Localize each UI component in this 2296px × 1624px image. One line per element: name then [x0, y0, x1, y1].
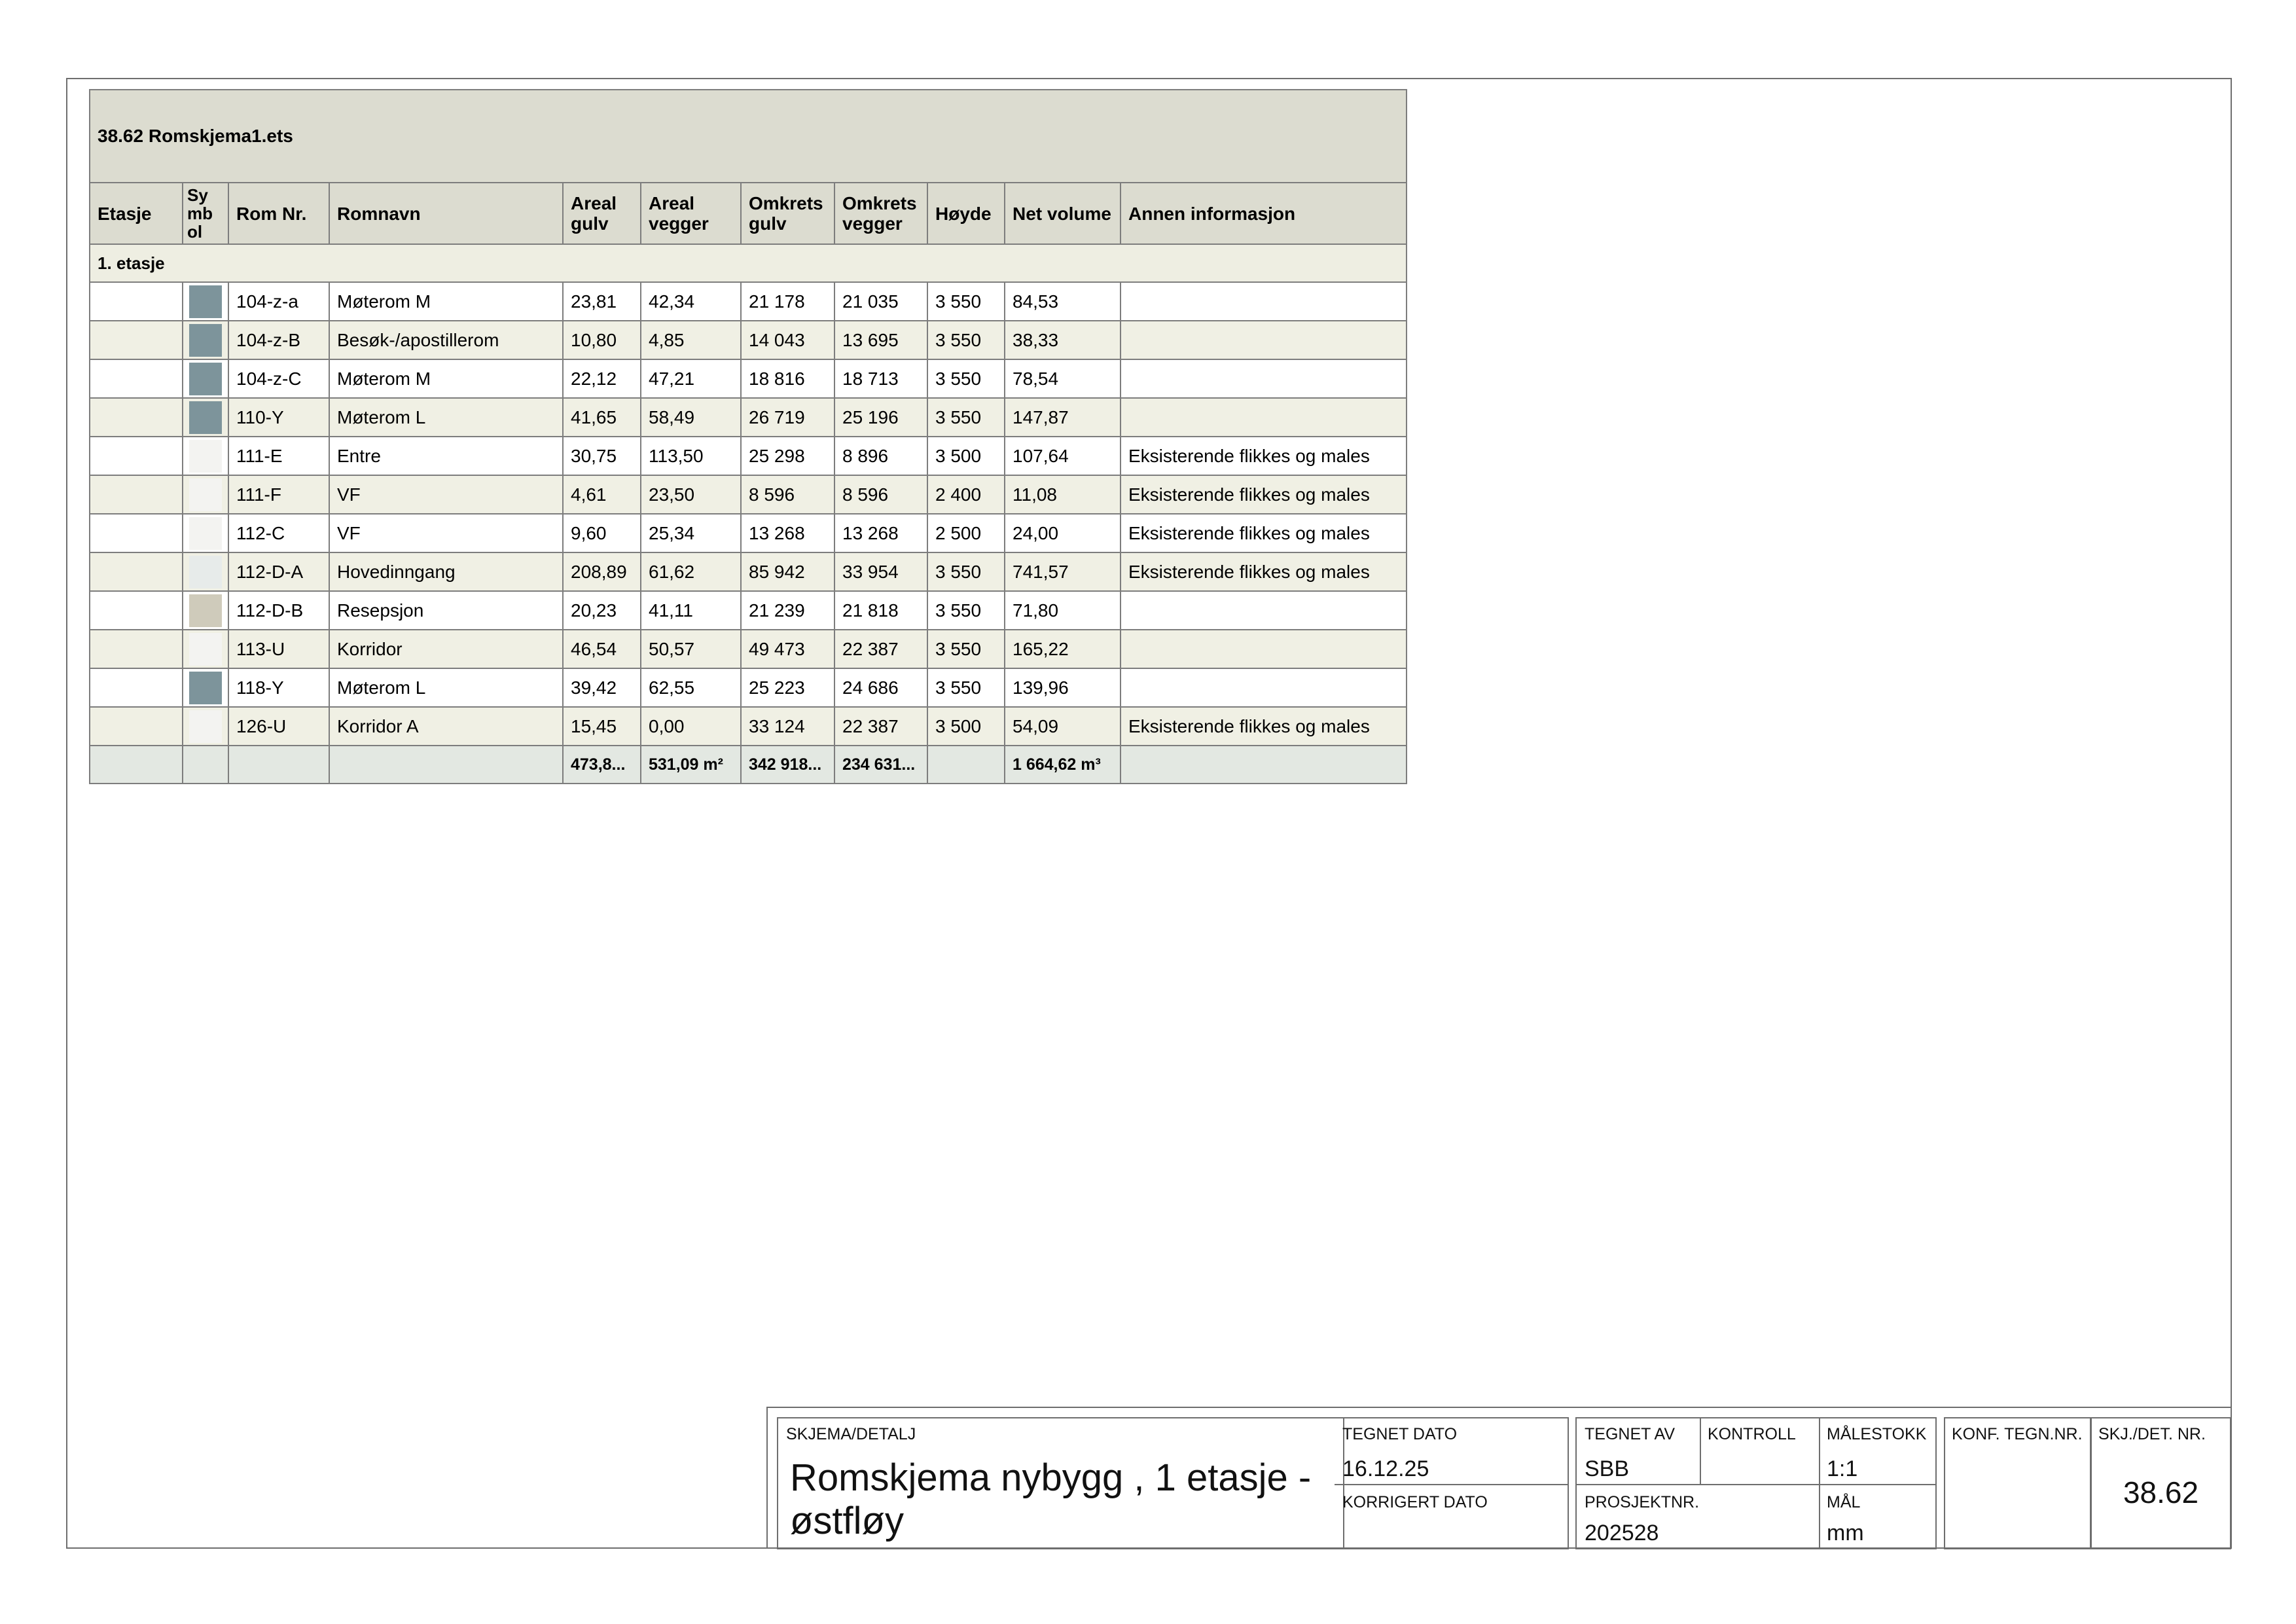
cell-annen-info [1121, 591, 1407, 630]
cell-etasje [90, 398, 183, 437]
cell-areal-gulv: 208,89 [563, 552, 641, 591]
cell-omkrets-vegger: 22 387 [834, 630, 927, 668]
cell-omkrets-gulv: 21 239 [741, 591, 834, 630]
cell-etasje [90, 359, 183, 398]
cell-romnavn: Korridor A [329, 707, 563, 746]
cell-romnavn: Korridor [329, 630, 563, 668]
cell-omkrets-gulv: 85 942 [741, 552, 834, 591]
sheet-number-box [2090, 1417, 2231, 1549]
cell-annen-info: Eksisterende flikkes og males [1121, 552, 1407, 591]
cell-annen-info [1121, 398, 1407, 437]
cell-symbol [183, 707, 228, 746]
cell-omkrets-gulv: 25 298 [741, 437, 834, 475]
room-color-swatch [189, 363, 222, 395]
cell-areal-vegger: 61,62 [641, 552, 741, 591]
title-block [766, 1407, 2232, 1549]
cell-etasje [90, 321, 183, 359]
cell-hoyde: 2 400 [927, 475, 1005, 514]
cell-omkrets-vegger: 8 896 [834, 437, 927, 475]
schedule-title: 38.62 Romskjema1.ets [90, 90, 1407, 183]
col-header-rom-nr: Rom Nr. [228, 183, 329, 244]
cell-net-volume: 38,33 [1005, 321, 1121, 359]
cell-net-volume: 24,00 [1005, 514, 1121, 552]
cell-romnavn: Hovedinngang [329, 552, 563, 591]
cell-rom-nr: 110-Y [228, 398, 329, 437]
cell-areal-gulv: 46,54 [563, 630, 641, 668]
cell-rom-nr: 111-F [228, 475, 329, 514]
col-header-etasje: Etasje [90, 183, 183, 244]
tegnet-dato-label: TEGNET DATO [1342, 1425, 1458, 1443]
cell-omkrets-vegger: 22 387 [834, 707, 927, 746]
cell-annen-info: Eksisterende flikkes og males [1121, 514, 1407, 552]
cell-symbol [183, 591, 228, 630]
schedule-rows [90, 282, 1407, 746]
tegnet-av-label: TEGNET AV [1585, 1425, 1676, 1443]
cell-etasje [90, 475, 183, 514]
cell-hoyde: 3 500 [927, 437, 1005, 475]
cell-net-volume: 78,54 [1005, 359, 1121, 398]
cell-hoyde: 2 500 [927, 514, 1005, 552]
col-header-net-volume: Net volume [1005, 183, 1121, 244]
total-net-volume: 1 664,62 m³ [1005, 746, 1121, 784]
dates-box [1335, 1417, 1569, 1549]
cell-omkrets-vegger: 21 035 [834, 282, 927, 321]
cell-net-volume: 147,87 [1005, 398, 1121, 437]
cell-areal-gulv: 9,60 [563, 514, 641, 552]
cell-romnavn: Møterom M [329, 282, 563, 321]
room-color-swatch [189, 556, 222, 588]
konf-label: KONF. TEGN.NR. [1952, 1425, 2083, 1443]
cell-areal-gulv: 23,81 [563, 282, 641, 321]
cell-hoyde: 3 550 [927, 591, 1005, 630]
cell-areal-vegger: 50,57 [641, 630, 741, 668]
skjema-label: SKJEMA/DETALJ [786, 1425, 916, 1443]
total-omkrets-vegger: 234 631... [834, 746, 927, 784]
cell-omkrets-vegger: 8 596 [834, 475, 927, 514]
cell-areal-vegger: 42,34 [641, 282, 741, 321]
cell-romnavn: VF [329, 475, 563, 514]
cell-symbol [183, 668, 228, 707]
cell-omkrets-vegger: 33 954 [834, 552, 927, 591]
cell-symbol [183, 398, 228, 437]
table-row [90, 514, 1407, 552]
table-row [90, 591, 1407, 630]
cell-hoyde: 3 550 [927, 668, 1005, 707]
cell-romnavn: Møterom L [329, 398, 563, 437]
room-color-swatch [189, 594, 222, 627]
cell-areal-vegger: 62,55 [641, 668, 741, 707]
cell-symbol [183, 282, 228, 321]
room-color-swatch [189, 633, 222, 666]
cell-symbol [183, 321, 228, 359]
room-color-swatch [189, 440, 222, 473]
cell-areal-gulv: 10,80 [563, 321, 641, 359]
cell-rom-nr: 111-E [228, 437, 329, 475]
cell-omkrets-gulv: 13 268 [741, 514, 834, 552]
col-header-annen-info: Annen informasjon [1121, 183, 1407, 244]
cell-hoyde: 3 550 [927, 359, 1005, 398]
cell-net-volume: 741,57 [1005, 552, 1121, 591]
cell-net-volume: 165,22 [1005, 630, 1121, 668]
cell-omkrets-gulv: 25 223 [741, 668, 834, 707]
cell-net-volume: 107,64 [1005, 437, 1121, 475]
table-row [90, 321, 1407, 359]
total-areal-gulv: 473,8... [563, 746, 641, 784]
table-row [90, 707, 1407, 746]
sheet-number: 38.62 [2123, 1475, 2199, 1509]
cell-symbol [183, 437, 228, 475]
cell-omkrets-gulv: 21 178 [741, 282, 834, 321]
cell-romnavn: Møterom L [329, 668, 563, 707]
total-areal-vegger: 531,09 m² [641, 746, 741, 784]
cell-rom-nr: 113-U [228, 630, 329, 668]
col-header-symbol: Sy mb ol [183, 183, 228, 244]
cell-annen-info [1121, 282, 1407, 321]
cell-omkrets-gulv: 8 596 [741, 475, 834, 514]
table-row [90, 282, 1407, 321]
cell-hoyde: 3 550 [927, 321, 1005, 359]
tegnet-av-value: SBB [1585, 1456, 1630, 1481]
room-color-swatch [189, 517, 222, 550]
cell-annen-info: Eksisterende flikkes og males [1121, 707, 1407, 746]
cell-areal-vegger: 47,21 [641, 359, 741, 398]
cell-romnavn: VF [329, 514, 563, 552]
cell-areal-gulv: 41,65 [563, 398, 641, 437]
cell-areal-vegger: 4,85 [641, 321, 741, 359]
cell-romnavn: Møterom M [329, 359, 563, 398]
cell-romnavn: Entre [329, 437, 563, 475]
table-row [90, 437, 1407, 475]
cell-rom-nr: 126-U [228, 707, 329, 746]
cell-annen-info [1121, 630, 1407, 668]
drawing-title-box [777, 1417, 1344, 1549]
room-color-swatch [189, 324, 222, 357]
cell-hoyde: 3 550 [927, 630, 1005, 668]
prosjektnr-value: 202528 [1585, 1521, 1659, 1545]
cell-net-volume: 11,08 [1005, 475, 1121, 514]
cell-romnavn: Besøk-/apostillerom [329, 321, 563, 359]
kontroll-label: KONTROLL [1708, 1425, 1796, 1443]
cell-rom-nr: 112-D-B [228, 591, 329, 630]
malestokk-value: 1:1 [1827, 1456, 1858, 1481]
col-header-areal-gulv: Areal gulv [563, 183, 641, 244]
cell-hoyde: 3 500 [927, 707, 1005, 746]
cell-annen-info [1121, 359, 1407, 398]
cell-hoyde: 3 550 [927, 552, 1005, 591]
totals-row [90, 746, 1407, 784]
cell-symbol [183, 475, 228, 514]
cell-omkrets-gulv: 26 719 [741, 398, 834, 437]
cell-rom-nr: 112-D-A [228, 552, 329, 591]
cell-areal-gulv: 39,42 [563, 668, 641, 707]
cell-symbol [183, 514, 228, 552]
cell-areal-vegger: 25,34 [641, 514, 741, 552]
table-row [90, 359, 1407, 398]
room-color-swatch [189, 672, 222, 704]
mal-label: MÅL [1827, 1493, 1861, 1511]
tegnet-dato-value: 16.12.25 [1342, 1456, 1429, 1481]
cell-areal-gulv: 30,75 [563, 437, 641, 475]
col-header-hoyde: Høyde [927, 183, 1005, 244]
cell-omkrets-gulv: 49 473 [741, 630, 834, 668]
cell-areal-gulv: 22,12 [563, 359, 641, 398]
cell-omkrets-gulv: 18 816 [741, 359, 834, 398]
cell-hoyde: 3 550 [927, 398, 1005, 437]
cell-areal-vegger: 41,11 [641, 591, 741, 630]
cell-etasje [90, 707, 183, 746]
cell-romnavn: Resepsjon [329, 591, 563, 630]
group-label: 1. etasje [90, 244, 1407, 282]
cell-omkrets-vegger: 13 268 [834, 514, 927, 552]
col-header-omkrets-vegger: Omkrets vegger [834, 183, 927, 244]
malestokk-label: MÅLESTOKK [1827, 1425, 1927, 1443]
col-header-omkrets-gulv: Omkrets gulv [741, 183, 834, 244]
cell-symbol [183, 552, 228, 591]
cell-rom-nr: 104-z-B [228, 321, 329, 359]
cell-net-volume: 139,96 [1005, 668, 1121, 707]
table-row [90, 552, 1407, 591]
drawing-title: Romskjema nybygg , 1 etasje - østfløy [790, 1456, 1312, 1542]
cell-etasje [90, 282, 183, 321]
cell-rom-nr: 118-Y [228, 668, 329, 707]
cell-etasje [90, 552, 183, 591]
cell-etasje [90, 437, 183, 475]
cell-rom-nr: 112-C [228, 514, 329, 552]
cell-omkrets-gulv: 33 124 [741, 707, 834, 746]
cell-omkrets-vegger: 13 695 [834, 321, 927, 359]
cell-etasje [90, 514, 183, 552]
cell-areal-vegger: 58,49 [641, 398, 741, 437]
cell-omkrets-vegger: 25 196 [834, 398, 927, 437]
room-color-swatch [189, 401, 222, 434]
room-color-swatch [189, 285, 222, 318]
header-row [90, 183, 1407, 244]
col-header-romnavn: Romnavn [329, 183, 563, 244]
table-row [90, 475, 1407, 514]
skj-label: SKJ./DET. NR. [2098, 1425, 2206, 1443]
konf-box [1944, 1417, 2091, 1549]
cell-net-volume: 84,53 [1005, 282, 1121, 321]
cell-omkrets-vegger: 24 686 [834, 668, 927, 707]
project-box [1575, 1417, 1937, 1549]
col-header-areal-vegger: Areal vegger [641, 183, 741, 244]
total-omkrets-gulv: 342 918... [741, 746, 834, 784]
prosjektnr-label: PROSJEKTNR. [1585, 1493, 1700, 1511]
room-color-swatch [189, 710, 222, 743]
cell-areal-gulv: 20,23 [563, 591, 641, 630]
room-color-swatch [189, 478, 222, 511]
korrigert-dato-label: KORRIGERT DATO [1342, 1493, 1488, 1511]
cell-etasje [90, 591, 183, 630]
table-row [90, 630, 1407, 668]
cell-omkrets-vegger: 18 713 [834, 359, 927, 398]
cell-net-volume: 71,80 [1005, 591, 1121, 630]
mal-value: mm [1827, 1521, 1864, 1545]
cell-areal-gulv: 4,61 [563, 475, 641, 514]
cell-symbol [183, 359, 228, 398]
cell-omkrets-gulv: 14 043 [741, 321, 834, 359]
cell-areal-vegger: 23,50 [641, 475, 741, 514]
cell-net-volume: 54,09 [1005, 707, 1121, 746]
cell-rom-nr: 104-z-C [228, 359, 329, 398]
cell-etasje [90, 630, 183, 668]
cell-annen-info: Eksisterende flikkes og males [1121, 475, 1407, 514]
cell-annen-info [1121, 321, 1407, 359]
table-row [90, 668, 1407, 707]
table-row [90, 398, 1407, 437]
cell-omkrets-vegger: 21 818 [834, 591, 927, 630]
cell-symbol [183, 630, 228, 668]
room-schedule-table [89, 89, 1407, 784]
cell-annen-info: Eksisterende flikkes og males [1121, 437, 1407, 475]
cell-hoyde: 3 550 [927, 282, 1005, 321]
cell-etasje [90, 668, 183, 707]
cell-rom-nr: 104-z-a [228, 282, 329, 321]
cell-areal-vegger: 113,50 [641, 437, 741, 475]
cell-areal-gulv: 15,45 [563, 707, 641, 746]
cell-areal-vegger: 0,00 [641, 707, 741, 746]
cell-annen-info [1121, 668, 1407, 707]
